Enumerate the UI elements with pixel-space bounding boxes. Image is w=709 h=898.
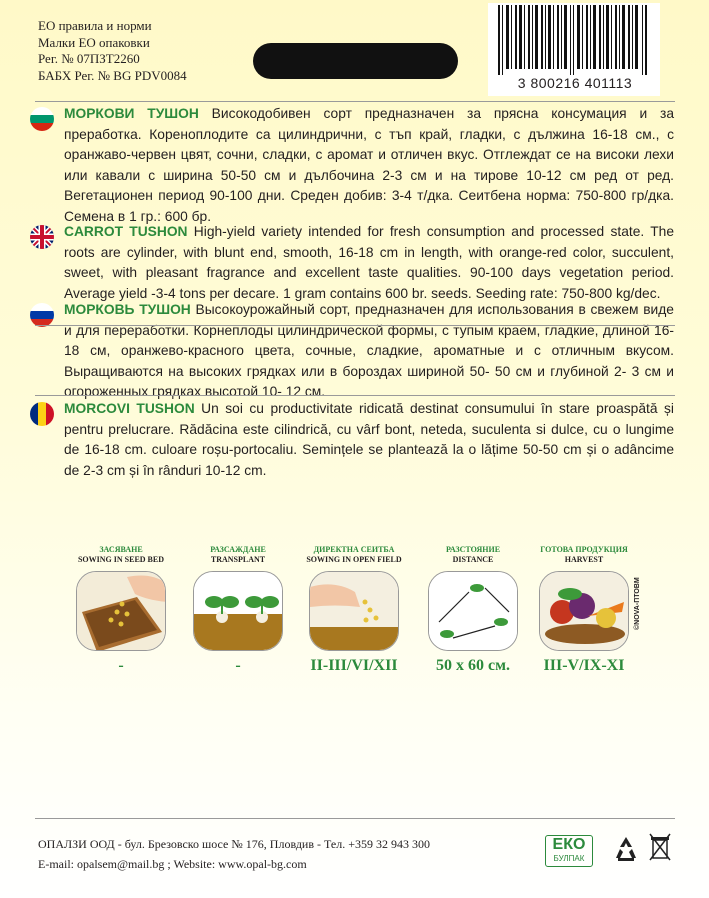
seed-tray-icon xyxy=(76,571,166,651)
eko-logo-bottom: БУЛПАК xyxy=(553,854,585,863)
description-text-ro: Un soi cu productivitate ridicată destinat consumului în stare proaspătă și pentru prelucrare. Rădăcina este cilindrică, cu vârf bont, neteda, suculenta si dulce, cu o lungime de 16-18 cm. culoare roșu-portocaliu. Semințele se plantează la o lățime 50-50 cm și o adâncime de 2-3 cm și în rânduri 10-12 cm. xyxy=(64,401,674,478)
product-name-ru: МОРКОВЬ ТУШОН xyxy=(64,302,191,317)
registration-line: Рег. № 07ПЗТ2260 xyxy=(38,51,140,66)
company-contacts: E-mail: opalsem@mail.bg ; Website: www.opal-bg.com xyxy=(38,857,307,871)
icon-distance xyxy=(418,545,528,675)
icon-title-en: DISTANCE xyxy=(452,555,494,564)
icon-value: - xyxy=(118,657,124,674)
uk-flag-icon xyxy=(30,225,54,249)
icon-value: II-III/VI/XII xyxy=(310,657,398,674)
spacing-icon xyxy=(428,571,518,651)
icon-title-en: HARVEST xyxy=(564,555,604,564)
icon-title-bg: РАЗСАЖДАНЕ xyxy=(210,545,266,554)
harvest-basket-icon xyxy=(539,571,629,651)
recycle-icon xyxy=(612,834,640,864)
description-text-en: High-yield variety intended for fresh consumption and processed state. The roots are cylinder, with blunt end, smooth, 16-18 cm in length, with orange-red color, succulent, sweet, with pleasant fragrance and excellent taste qualities. 90-100 days vegetation period. Average yield -3-4 tons per decare. 1 gram contains 600 br. seeds. Seeding rate: 750-800 kg/dec. xyxy=(64,224,674,301)
footer xyxy=(38,834,430,874)
product-name-ro: MORCOVI TUSHON xyxy=(64,401,195,416)
icon-title-en: SOWING IN OPEN FIELD xyxy=(306,555,402,564)
bulgaria-flag-icon xyxy=(30,107,54,131)
icon-sowing-seed-bed xyxy=(66,545,176,675)
description-ro xyxy=(34,399,674,481)
description-text-bg: Високодобивен сорт предназначен за прясна консумация и за преработка. Кореноплодите са цилиндрични, с тъп край, гладки, с дължина 16-18 см., с оранжаво-червен цвят, сочни, сладки, с аромат и отличен вкус. Отглеждат се на високи лехи или кавали с ширина 50-50 см и дълбочина 2-3 см и на тирове 10-12 см ред от ред. Вегетационен период 90-100 дни. Среден добив: 3-4 т/дка. Сеитбена норма: 750-800 гр/дка. Семена в 1 гр.: 600 бр. xyxy=(64,106,674,224)
registration-block xyxy=(38,18,187,84)
description-bg xyxy=(34,104,674,227)
romania-flag-icon xyxy=(30,402,54,426)
registration-line: ЕО правила и норми xyxy=(38,18,152,33)
icon-title-en: SOWING IN SEED BED xyxy=(77,555,165,564)
icon-title-en: TRANSPLANT xyxy=(210,555,266,564)
hang-hole xyxy=(253,43,458,79)
divider xyxy=(35,395,675,396)
copyright-vertical: ©NOVA-ПТОВМ xyxy=(634,577,641,630)
barcode-bars xyxy=(498,5,650,75)
russia-flag-icon xyxy=(30,303,54,327)
registration-line: Малки ЕО опаковки xyxy=(38,34,150,50)
top-divider xyxy=(35,101,675,102)
divider xyxy=(35,325,675,326)
icon-title-bg: ДИРЕКТНА СЕИТБА xyxy=(313,545,395,554)
seedlings-icon xyxy=(193,571,283,651)
icon-title-bg: РАЗСТОЯНИЕ xyxy=(445,545,501,554)
barcode xyxy=(488,3,660,96)
description-en xyxy=(34,222,674,304)
product-name-en: CARROT TUSHON xyxy=(64,224,188,239)
cultivation-icons xyxy=(70,545,670,675)
icon-value: - xyxy=(235,657,241,674)
barcode-digits: 3 800216 401113 xyxy=(517,75,633,91)
eko-bulpak-logo xyxy=(545,835,593,867)
description-text-ru: Высокоурожайный сорт, предназначен для использования в свежем виде и для переработки. Корнеплоды цилиндрической формы, с тупым краем, гладкие, длиной 16- 18 см, оранжево-красного цвета, сочные, сладкие, ароматные и с отличным вкусом. Выращиваются на высоких грядках или в бороздах шириной 50- 50 см и глубиной 2- 3 см и огороженных грядках высотой 10- 12 см. xyxy=(64,302,674,399)
bottom-divider xyxy=(35,818,675,819)
description-ru xyxy=(34,300,674,403)
company-address: ОПАЛЗИ ООД - бул. Брезовско шосе № 176, Пловдив - Тел. +359 32 943 300 xyxy=(38,837,430,851)
crossed-bin-icon xyxy=(648,832,672,862)
icon-direct-sowing xyxy=(299,545,409,675)
product-name-bg: МОРКОВИ ТУШОН xyxy=(64,106,199,121)
icon-value: 50 x 60 см. xyxy=(436,657,510,674)
icon-value: III-V/IX-XI xyxy=(543,657,625,674)
registration-line: БАБХ Рег. № BG PDV0084 xyxy=(38,67,187,83)
icon-harvest xyxy=(529,545,639,675)
icon-title-bg: ЗАСЯВАНЕ xyxy=(99,545,143,554)
direct-sowing-icon xyxy=(309,571,399,651)
eko-logo-top: ЕКО xyxy=(552,836,586,853)
icon-title-bg: ГОТОВА ПРОДУКЦИЯ xyxy=(540,545,628,554)
icon-transplant xyxy=(183,545,293,675)
